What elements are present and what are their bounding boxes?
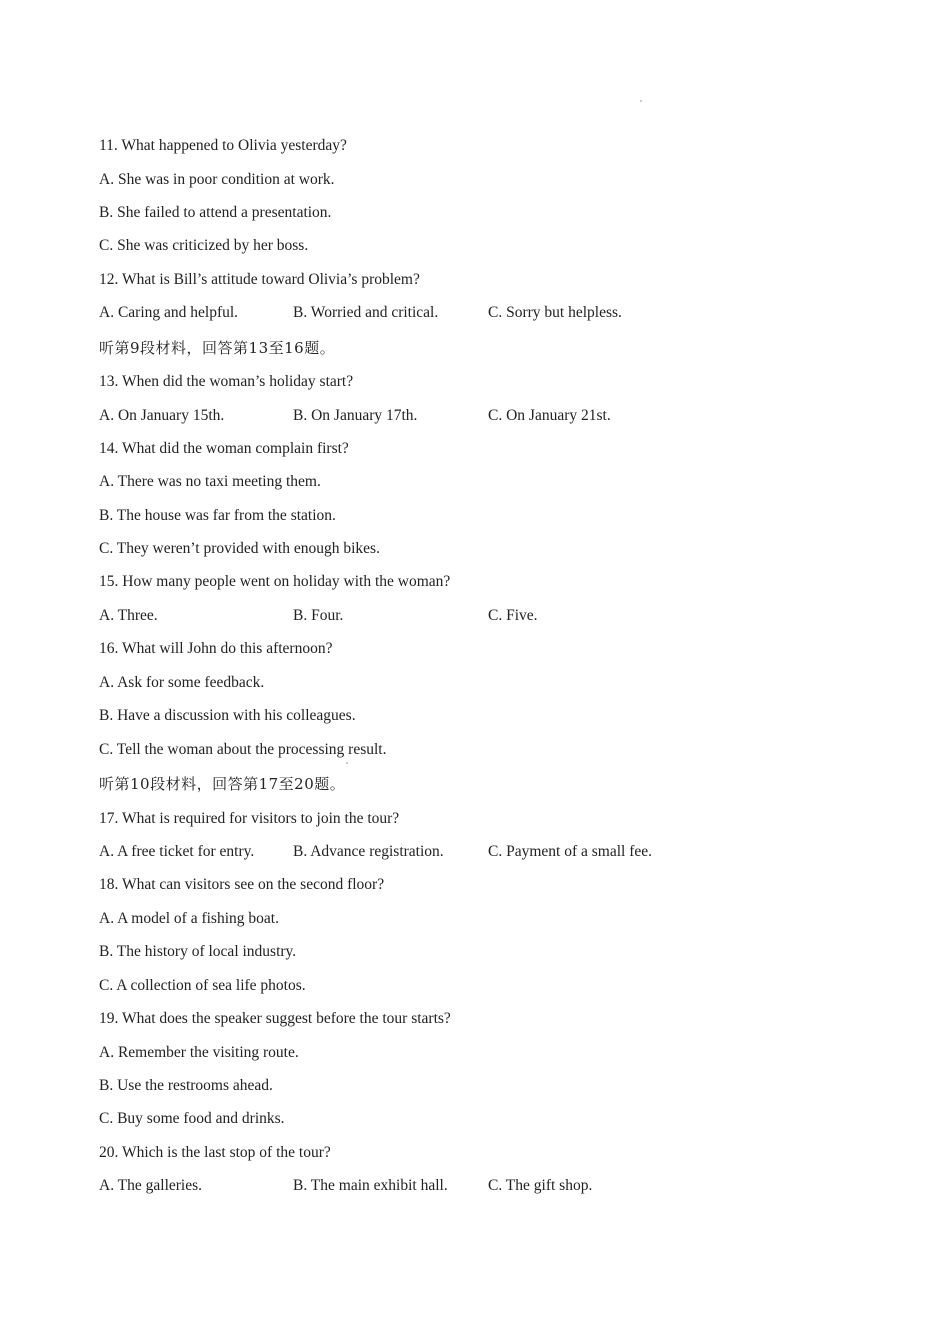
question-18-option-a: A. A model of a fishing boat. [99, 910, 279, 927]
question-15-option-b: B. Four. [293, 607, 344, 624]
question-18-stem: 18. What can visitors see on the second floor? [99, 876, 385, 893]
question-14-stem: 14. What did the woman complain first? [99, 440, 349, 457]
question-15-options [99, 604, 799, 628]
question-11-option-c: C. She was criticized by her boss. [99, 237, 309, 254]
question-12-option-a: A. Caring and helpful. [99, 304, 239, 321]
scan-speck [346, 762, 348, 764]
section-9-instruction: 听第9段材料，回答第13至16题。 [99, 339, 336, 357]
question-20-option-b: B. The main exhibit hall. [293, 1177, 448, 1194]
section-10-instruction: 听第10段材料，回答第17至20题。 [99, 775, 346, 793]
question-11-stem: 11. What happened to Olivia yesterday? [99, 137, 347, 154]
question-12-options [99, 301, 799, 325]
question-17-option-b: B. Advance registration. [293, 843, 444, 860]
question-13-option-b: B. On January 17th. [293, 407, 418, 424]
question-14-option-b: B. The house was far from the station. [99, 507, 336, 524]
question-17-option-a: A. A free ticket for entry. [99, 843, 255, 860]
question-20-stem: 20. Which is the last stop of the tour? [99, 1144, 331, 1161]
question-17-options [99, 840, 799, 864]
question-15-option-c: C. Five. [488, 607, 538, 624]
question-17-option-c: C. Payment of a small fee. [488, 843, 652, 860]
question-16-option-a: A. Ask for some feedback. [99, 674, 265, 691]
scan-speck [640, 100, 642, 102]
question-17-stem: 17. What is required for visitors to join the tour? [99, 810, 400, 827]
question-16-option-b: B. Have a discussion with his colleagues. [99, 707, 356, 724]
question-20-option-a: A. The galleries. [99, 1177, 203, 1194]
question-13-option-c: C. On January 21st. [488, 407, 611, 424]
question-19-stem: 19. What does the speaker suggest before the tour starts? [99, 1010, 451, 1027]
question-18-option-b: B. The history of local industry. [99, 943, 297, 960]
question-19-option-b: B. Use the restrooms ahead. [99, 1077, 273, 1094]
question-19-option-c: C. Buy some food and drinks. [99, 1110, 285, 1127]
question-12-option-c: C. Sorry but helpless. [488, 304, 622, 321]
question-16-stem: 16. What will John do this afternoon? [99, 640, 333, 657]
question-13-option-a: A. On January 15th. [99, 407, 225, 424]
question-15-option-a: A. Three. [99, 607, 158, 624]
question-13-options [99, 404, 799, 428]
question-18-option-c: C. A collection of sea life photos. [99, 977, 306, 994]
question-20-options [99, 1174, 799, 1198]
question-12-stem: 12. What is Bill’s attitude toward Olivia’s problem? [99, 271, 420, 288]
question-16-option-c: C. Tell the woman about the processing result. [99, 741, 387, 758]
question-15-stem: 15. How many people went on holiday with the woman? [99, 573, 451, 590]
question-20-option-c: C. The gift shop. [488, 1177, 593, 1194]
question-13-stem: 13. When did the woman’s holiday start? [99, 373, 354, 390]
question-11-option-a: A. She was in poor condition at work. [99, 171, 335, 188]
question-14-option-c: C. They weren’t provided with enough bikes. [99, 540, 380, 557]
question-19-option-a: A. Remember the visiting route. [99, 1044, 299, 1061]
question-14-option-a: A. There was no taxi meeting them. [99, 473, 321, 490]
question-11-option-b: B. She failed to attend a presentation. [99, 204, 332, 221]
question-12-option-b: B. Worried and critical. [293, 304, 439, 321]
